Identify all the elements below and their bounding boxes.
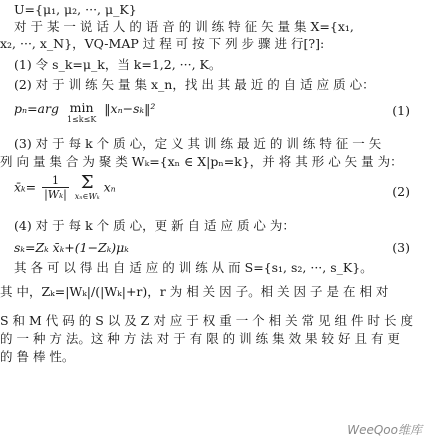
equation-2 <box>0 174 432 214</box>
eq2-under: xₙ∈Wₖ <box>74 192 100 201</box>
eq1-lhs: pₙ=arg <box>14 101 59 116</box>
text-line: 其 各 可 以 得 出 自 适 应 的 训 练 从 而 S={s₁, s₂, ···, s_K}。 <box>14 260 373 275</box>
eq2-numerator: 1 <box>42 174 69 188</box>
equation-1 <box>0 101 432 127</box>
text-line: 列 向 量 集 合 为 聚 类 Wₖ={xₙ ∈ X|pₙ=k}，并 将 其 形 心 矢 量 为： <box>0 154 403 169</box>
eq3-body: sₖ=Zₖ x̄ₖ+(1−Zₖ)μₖ <box>14 240 129 255</box>
text-line: (2) 对 于 训 练 矢 量 集 x_n，找 出 其 最 近 的 自 适 应 质 心： <box>14 77 375 92</box>
eq2-lhs: x̄ₖ= <box>14 179 37 195</box>
text-line: (4) 对 于 每 k 个 质 心，更 新 自 适 应 质 心 为： <box>14 218 295 233</box>
text-line: S 和 M 代 码 的 S 以 及 Z 对 应 于 权 重 一 个 相 关 常 见 组 件 时 长 度 <box>0 313 413 328</box>
eq2-body: xₙ <box>103 179 116 195</box>
text-line: U={μ₁, μ₂, ···, μ_K} <box>14 2 137 17</box>
watermark-logo: WeeQoo维库 <box>347 423 422 437</box>
eq1-under: 1≤k≤K <box>66 115 97 124</box>
equation-3 <box>0 240 432 256</box>
eq1-body: ‖xₙ−sₖ‖² <box>104 101 156 116</box>
text-line: 的 一 种 方 法。这 种 方 法 对 于 有 限 的 训 练 集 效 果 较 好 且 有 更 <box>0 331 400 346</box>
text-line: (1) 令 s_k=μ_k，当 k=1,2, ···, K。 <box>14 57 222 72</box>
eq2-number: (2) <box>392 184 410 199</box>
eq3-number: (3) <box>392 240 410 255</box>
text-line: 的 鲁 棒 性。 <box>0 349 75 364</box>
text-line: x₂, ···, x_N}，VQ-MAP 过 程 可 按 下 列 步 骤 进 行[?]: <box>0 36 325 51</box>
eq2-denominator: |Wₖ| <box>44 188 67 201</box>
eq1-number: (1) <box>392 103 410 118</box>
text-line: 其 中，Zₖ=|Wₖ|/(|Wₖ|+r)，r 为 相 关 因 子。相 关 因 子 是 在 相 对 <box>0 284 389 299</box>
eq2-fraction <box>42 174 69 201</box>
text-line: 对 于 某 一 说 话 人 的 语 音 的 训 练 特 征 矢 量 集 X={x₁, <box>14 19 354 34</box>
text-line: (3) 对 于 每 k 个 质 心，定 义 其 训 练 最 近 的 训 练 特 征 一 矢 <box>14 136 382 151</box>
eq2-sum-symbol: Σ <box>80 172 94 193</box>
eq1-operator: min <box>69 100 94 115</box>
